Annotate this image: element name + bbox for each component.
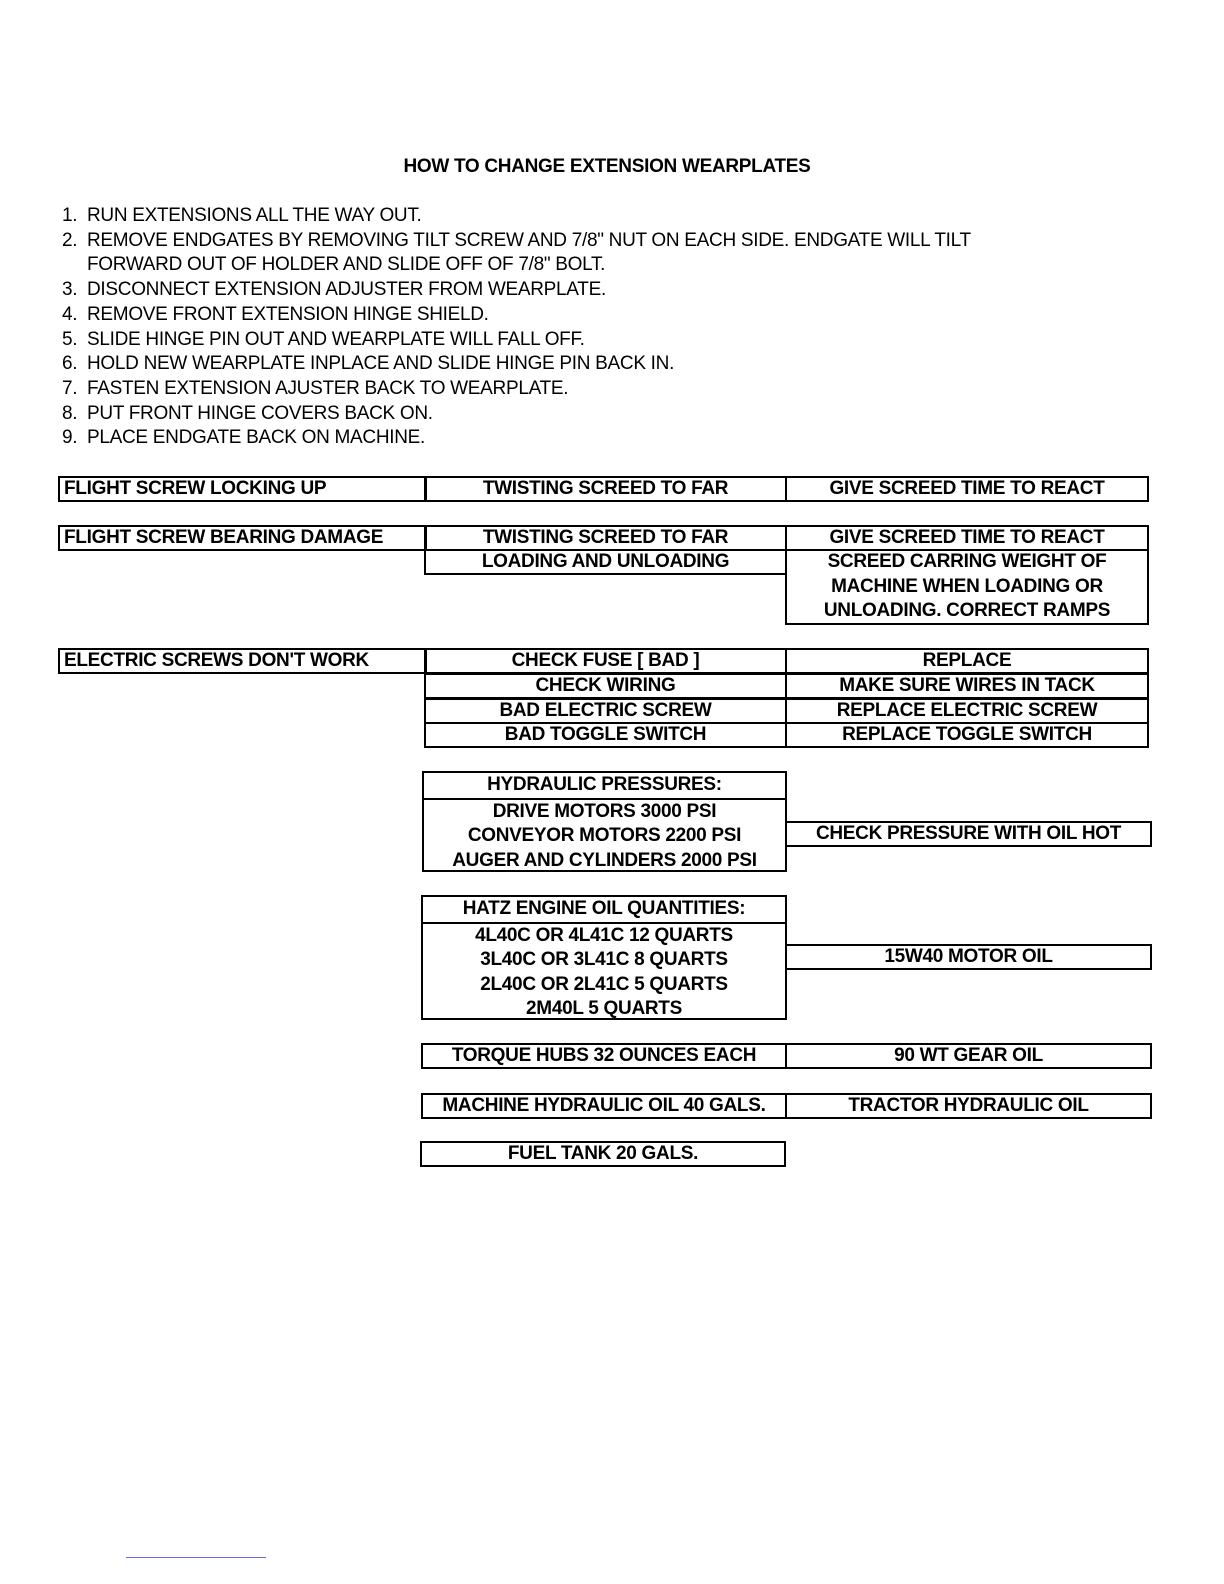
hydraulic-line: CONVEYOR MOTORS 2200 PSI xyxy=(467,825,742,846)
list-item xyxy=(62,303,1087,328)
list-item xyxy=(62,204,1087,229)
instruction-list xyxy=(62,204,1087,451)
engine-oil-note: 15W40 MOTOR OIL xyxy=(785,944,1152,970)
hydraulic-line: AUGER AND CYLINDERS 2000 PSI xyxy=(452,849,757,871)
step-text: REMOVE ENDGATES BY REMOVING TILT SCREW AND 7/8" NUT ON EACH SIDE. ENDGATE WILL TILT FORWARD OUT OF HOLDER AND SLIDE OFF OF 7/8" BOLT. xyxy=(87,229,971,276)
engine-oil-line: 2L40C OR 2L41C 5 QUARTS xyxy=(480,973,728,995)
remedy-cell: GIVE SCREED TIME TO REACT xyxy=(785,525,1149,551)
cause-cell: TWISTING SCREED TO FAR xyxy=(424,476,787,502)
cause-cell: LOADING AND UNLOADING xyxy=(424,549,787,575)
remedy-cell: REPLACE xyxy=(785,648,1149,674)
step-number: 1. xyxy=(62,205,78,226)
cause-cell: BAD ELECTRIC SCREW xyxy=(424,698,787,724)
remedy-cell: GIVE SCREED TIME TO REACT xyxy=(785,476,1149,502)
step-text: PUT FRONT HINGE COVERS BACK ON. xyxy=(87,402,433,424)
problem-cell: ELECTRIC SCREWS DON'T WORK xyxy=(58,648,427,674)
engine-oil-line: 3L40C OR 3L41C 8 QUARTS xyxy=(480,949,728,970)
machine-hydraulic-cell: MACHINE HYDRAULIC OIL 40 GALS. xyxy=(421,1093,787,1119)
step-number: 5. xyxy=(62,328,78,350)
step-text: FASTEN EXTENSION AJUSTER BACK TO WEARPLATE. xyxy=(87,377,569,399)
step-number: 3. xyxy=(62,279,78,301)
problem-cell: FLIGHT SCREW BEARING DAMAGE xyxy=(58,525,427,551)
step-text: REMOVE FRONT EXTENSION HINGE SHIELD. xyxy=(87,303,489,325)
hydraulic-pressures-box xyxy=(422,771,787,872)
torque-hubs-oil-cell: 90 WT GEAR OIL xyxy=(785,1043,1152,1069)
machine-hydraulic-oil-cell: TRACTOR HYDRAULIC OIL xyxy=(785,1093,1152,1119)
remedy-cell: REPLACE ELECTRIC SCREW xyxy=(785,698,1149,724)
cause-cell: CHECK WIRING xyxy=(424,673,787,699)
remedy-cell: REPLACE TOGGLE SWITCH xyxy=(785,722,1149,748)
engine-oil-line: 4L40C OR 4L41C 12 QUARTS xyxy=(475,924,733,946)
hydraulic-line: DRIVE MOTORS 3000 PSI xyxy=(492,800,717,822)
engine-oil-line: 2M40L 5 QUARTS xyxy=(526,998,682,1019)
engine-oil-header: HATZ ENGINE OIL QUANTITIES: xyxy=(423,897,785,924)
list-item xyxy=(62,352,1087,377)
step-number: 4. xyxy=(62,303,78,325)
torque-hubs-cell: TORQUE HUBS 32 OUNCES EACH xyxy=(421,1043,787,1069)
step-number: 7. xyxy=(62,377,78,399)
step-text: SLIDE HINGE PIN OUT AND WEARPLATE WILL FALL OFF. xyxy=(87,328,585,350)
list-item xyxy=(62,229,1087,278)
remedy-cell: MAKE SURE WIRES IN TACK xyxy=(785,673,1149,699)
list-item xyxy=(62,278,1087,303)
engine-oil-box xyxy=(421,895,787,1020)
cause-cell: CHECK FUSE [ BAD ] xyxy=(424,648,787,674)
step-number: 6. xyxy=(62,353,78,375)
blue-rule-divider xyxy=(126,1557,266,1558)
cause-cell: TWISTING SCREED TO FAR xyxy=(424,525,787,551)
step-number: 9. xyxy=(62,427,78,449)
step-text: RUN EXTENSIONS ALL THE WAY OUT. xyxy=(87,205,422,226)
step-number: 8. xyxy=(62,402,78,424)
step-text: DISCONNECT EXTENSION ADJUSTER FROM WEARPLATE. xyxy=(87,279,606,301)
list-item xyxy=(62,377,1087,402)
list-item xyxy=(62,402,1087,427)
list-item xyxy=(62,328,1087,353)
step-text: PLACE ENDGATE BACK ON MACHINE. xyxy=(87,427,425,449)
remedy-cell: SCREED CARRING WEIGHT OF MACHINE WHEN LOADING OR UNLOADING. CORRECT RAMPS xyxy=(785,549,1149,625)
hydraulic-note: CHECK PRESSURE WITH OIL HOT xyxy=(785,821,1152,847)
fuel-tank-cell: FUEL TANK 20 GALS. xyxy=(420,1141,786,1167)
step-text: HOLD NEW WEARPLATE INPLACE AND SLIDE HINGE PIN BACK IN. xyxy=(87,353,675,375)
problem-cell: FLIGHT SCREW LOCKING UP xyxy=(58,476,427,502)
page-title: HOW TO CHANGE EXTENSION WEARPLATES xyxy=(403,156,811,177)
hydraulic-header: HYDRAULIC PRESSURES: xyxy=(424,773,785,800)
list-item xyxy=(62,426,1087,451)
cause-cell: BAD TOGGLE SWITCH xyxy=(424,722,787,748)
step-number: 2. xyxy=(62,229,78,251)
